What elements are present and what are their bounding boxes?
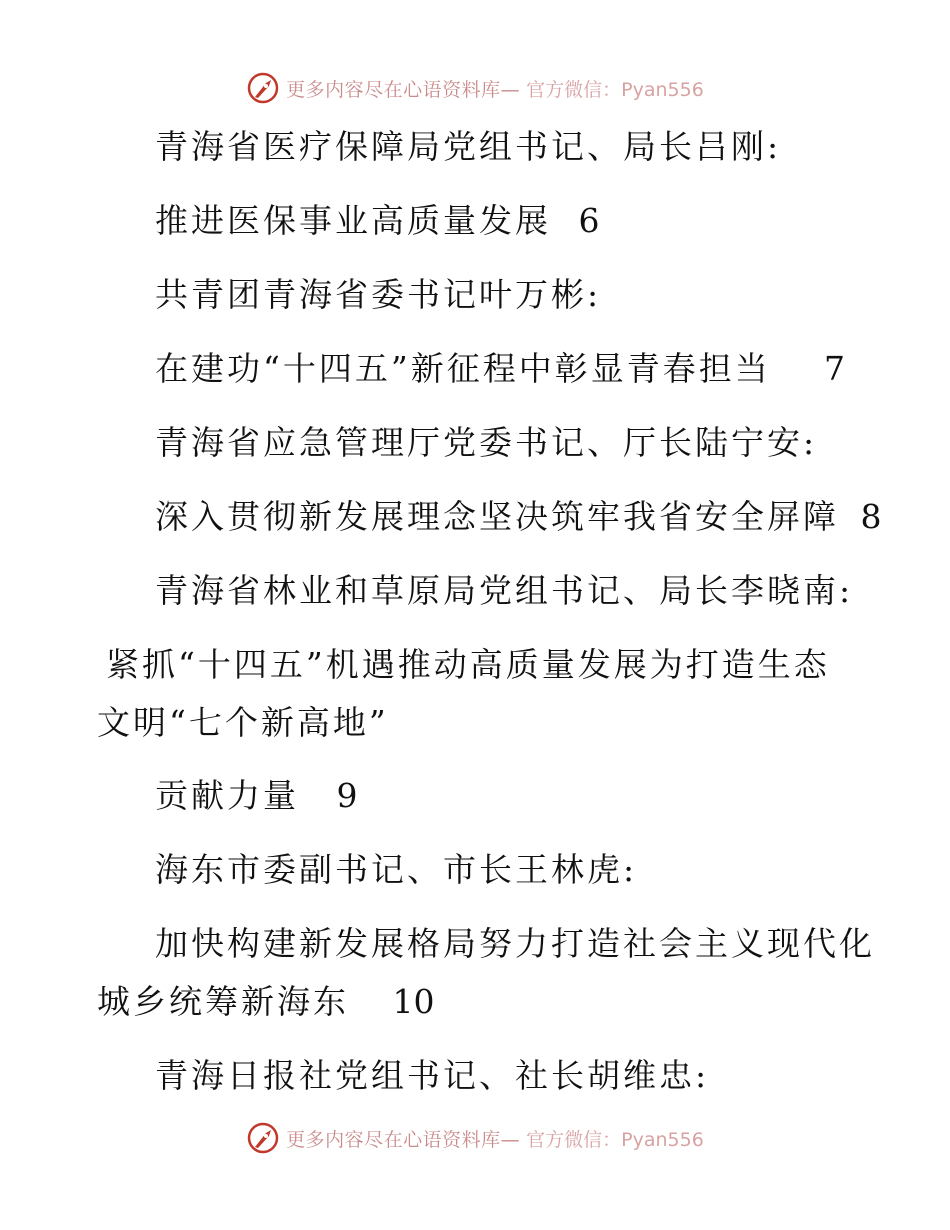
toc-line-text: 青海省医疗保障局党组书记、局长吕刚:: [155, 127, 782, 166]
toc-line-4-page: [824, 349, 845, 389]
toc-line-text: 推进医保事业高质量发展: [155, 201, 551, 240]
header-watermark: [0, 68, 950, 108]
toc-line-text: 紧抓“十四五”机遇推动高质量发展为打造生态: [106, 645, 830, 684]
toc-page-number: 6: [578, 201, 600, 240]
toc-line-6: [155, 497, 882, 537]
toc-line-10: [155, 776, 358, 816]
toc-line-2: [155, 201, 600, 241]
watermark-wechat-text: 官方微信：Pyan556: [526, 78, 704, 101]
toc-line-text: 城乡统筹新海东: [97, 982, 349, 1021]
toc-line-text: 共青团青海省委书记叶万彬:: [155, 275, 602, 314]
toc-line-12: [155, 924, 875, 964]
watermark-site-text: 更多内容尽在心语资料库—: [286, 1128, 521, 1151]
footer-watermark: [0, 1118, 950, 1158]
toc-line-text: 青海省应急管理厅党委书记、厅长陆宁安:: [155, 423, 818, 462]
pen-nib-logo-icon: [246, 1121, 280, 1155]
toc-page-number: 9: [336, 776, 358, 815]
watermark-site-text: 更多内容尽在心语资料库—: [286, 78, 521, 101]
toc-line-8: [106, 645, 830, 685]
toc-line-7: [155, 571, 853, 611]
toc-line-text: 文明“七个新高地”: [97, 703, 389, 742]
toc-line-text: 深入贯彻新发展理念坚决筑牢我省安全屏障: [155, 497, 839, 536]
toc-line-5: [155, 423, 817, 463]
watermark-wechat-text: 官方微信：Pyan556: [526, 1128, 704, 1151]
toc-page-number: 8: [860, 497, 882, 536]
toc-page-number: 10: [392, 982, 435, 1021]
toc-line-3: [155, 275, 601, 315]
toc-line-text: 贡献力量: [155, 776, 299, 815]
toc-line-14: [155, 1056, 709, 1096]
toc-line-13: [97, 982, 435, 1022]
pen-nib-logo-icon: [246, 71, 280, 105]
toc-page-number: 7: [824, 349, 845, 388]
toc-line-text: 在建功“十四五”新征程中彰显青春担当: [155, 349, 771, 388]
toc-line-text: 青海省林业和草原局党组书记、局长李晓南:: [155, 571, 854, 610]
toc-line-1: [155, 127, 781, 167]
toc-line-4: [155, 349, 771, 389]
toc-line-9: [97, 703, 389, 743]
toc-line-text: 加快构建新发展格局努力打造社会主义现代化: [155, 924, 875, 963]
toc-line-text: 海东市委副书记、市长王林虎:: [155, 850, 638, 889]
toc-line-11: [155, 850, 637, 890]
toc-line-text: 青海日报社党组书记、社长胡维忠:: [155, 1056, 710, 1095]
